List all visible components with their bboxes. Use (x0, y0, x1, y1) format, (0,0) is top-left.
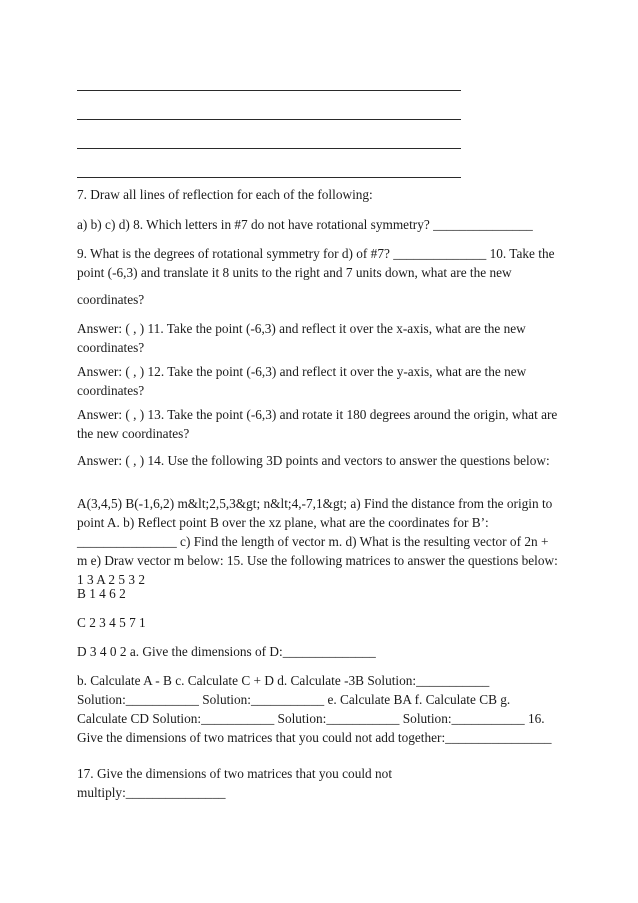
question-15-parts-and-16: b. Calculate A - B c. Calculate C + D d. Calculate -3B Solution:___________ Solution:___________ Solution:___________ e. Calculate BA f. Calculate CB g. Calculate CD Solution:___________ Solution:___________ Solution:___________ 16. Give the dimensions of two matrices that you could not add together:________________ (77, 673, 552, 745)
matrix-b: B 1 4 6 2 (77, 586, 126, 601)
question-7: 7. Draw all lines of reflection for each of the following: (77, 187, 373, 202)
matrix-c: C 2 3 4 5 7 1 (77, 615, 146, 630)
answer-and-question-11: Answer: ( , ) 11. Take the point (-6,3) and reflect it over the x-axis, what are the new coordinates? (77, 321, 526, 355)
answer-and-question-13: Answer: ( , ) 13. Take the point (-6,3) and rotate it 180 degrees around the origin, what are the new coordinates? (77, 407, 558, 441)
question-9-and-10: 9. What is the degrees of rotational symmetry for d) of #7? ______________ 10. Take the point (-6,3) and translate it 8 units to the right and 7 units down, what are the new (77, 246, 555, 280)
question-10-continued: coordinates? (77, 292, 145, 307)
question-14-body-and-15: A(3,4,5) B(-1,6,2) m&lt;2,5,3&gt; n&lt;4,-7,1&gt; a) Find the distance from the origin to point A. b) Reflect point B over the xz plane, what are the coordinates for B’: _______________ c) Find the length of vector m. d) What is the resulting vector of 2n + m e) Draw vector m below: 15. Use the following matrices to answer the questions below: 1 3 A 2 5 3 2 (77, 496, 558, 587)
answer-and-question-12: Answer: ( , ) 12. Take the point (-6,3) and reflect it over the y-axis, what are the new coordinates? (77, 364, 527, 398)
answer-and-question-14: Answer: ( , ) 14. Use the following 3D points and vectors to answer the questions below: (77, 453, 550, 468)
question-7-parts-and-8: a) b) c) d) 8. Which letters in #7 do not have rotational symmetry? _______________ (77, 217, 533, 232)
question-17: 17. Give the dimensions of two matrices that you could not multiply:_______________ (77, 766, 393, 800)
answer-blank-line (77, 148, 461, 149)
answer-blank-line (77, 119, 461, 120)
matrix-d-and-part-a: D 3 4 0 2 a. Give the dimensions of D:______________ (77, 644, 376, 659)
answer-blank-line (77, 177, 461, 178)
answer-blank-line (77, 90, 461, 91)
